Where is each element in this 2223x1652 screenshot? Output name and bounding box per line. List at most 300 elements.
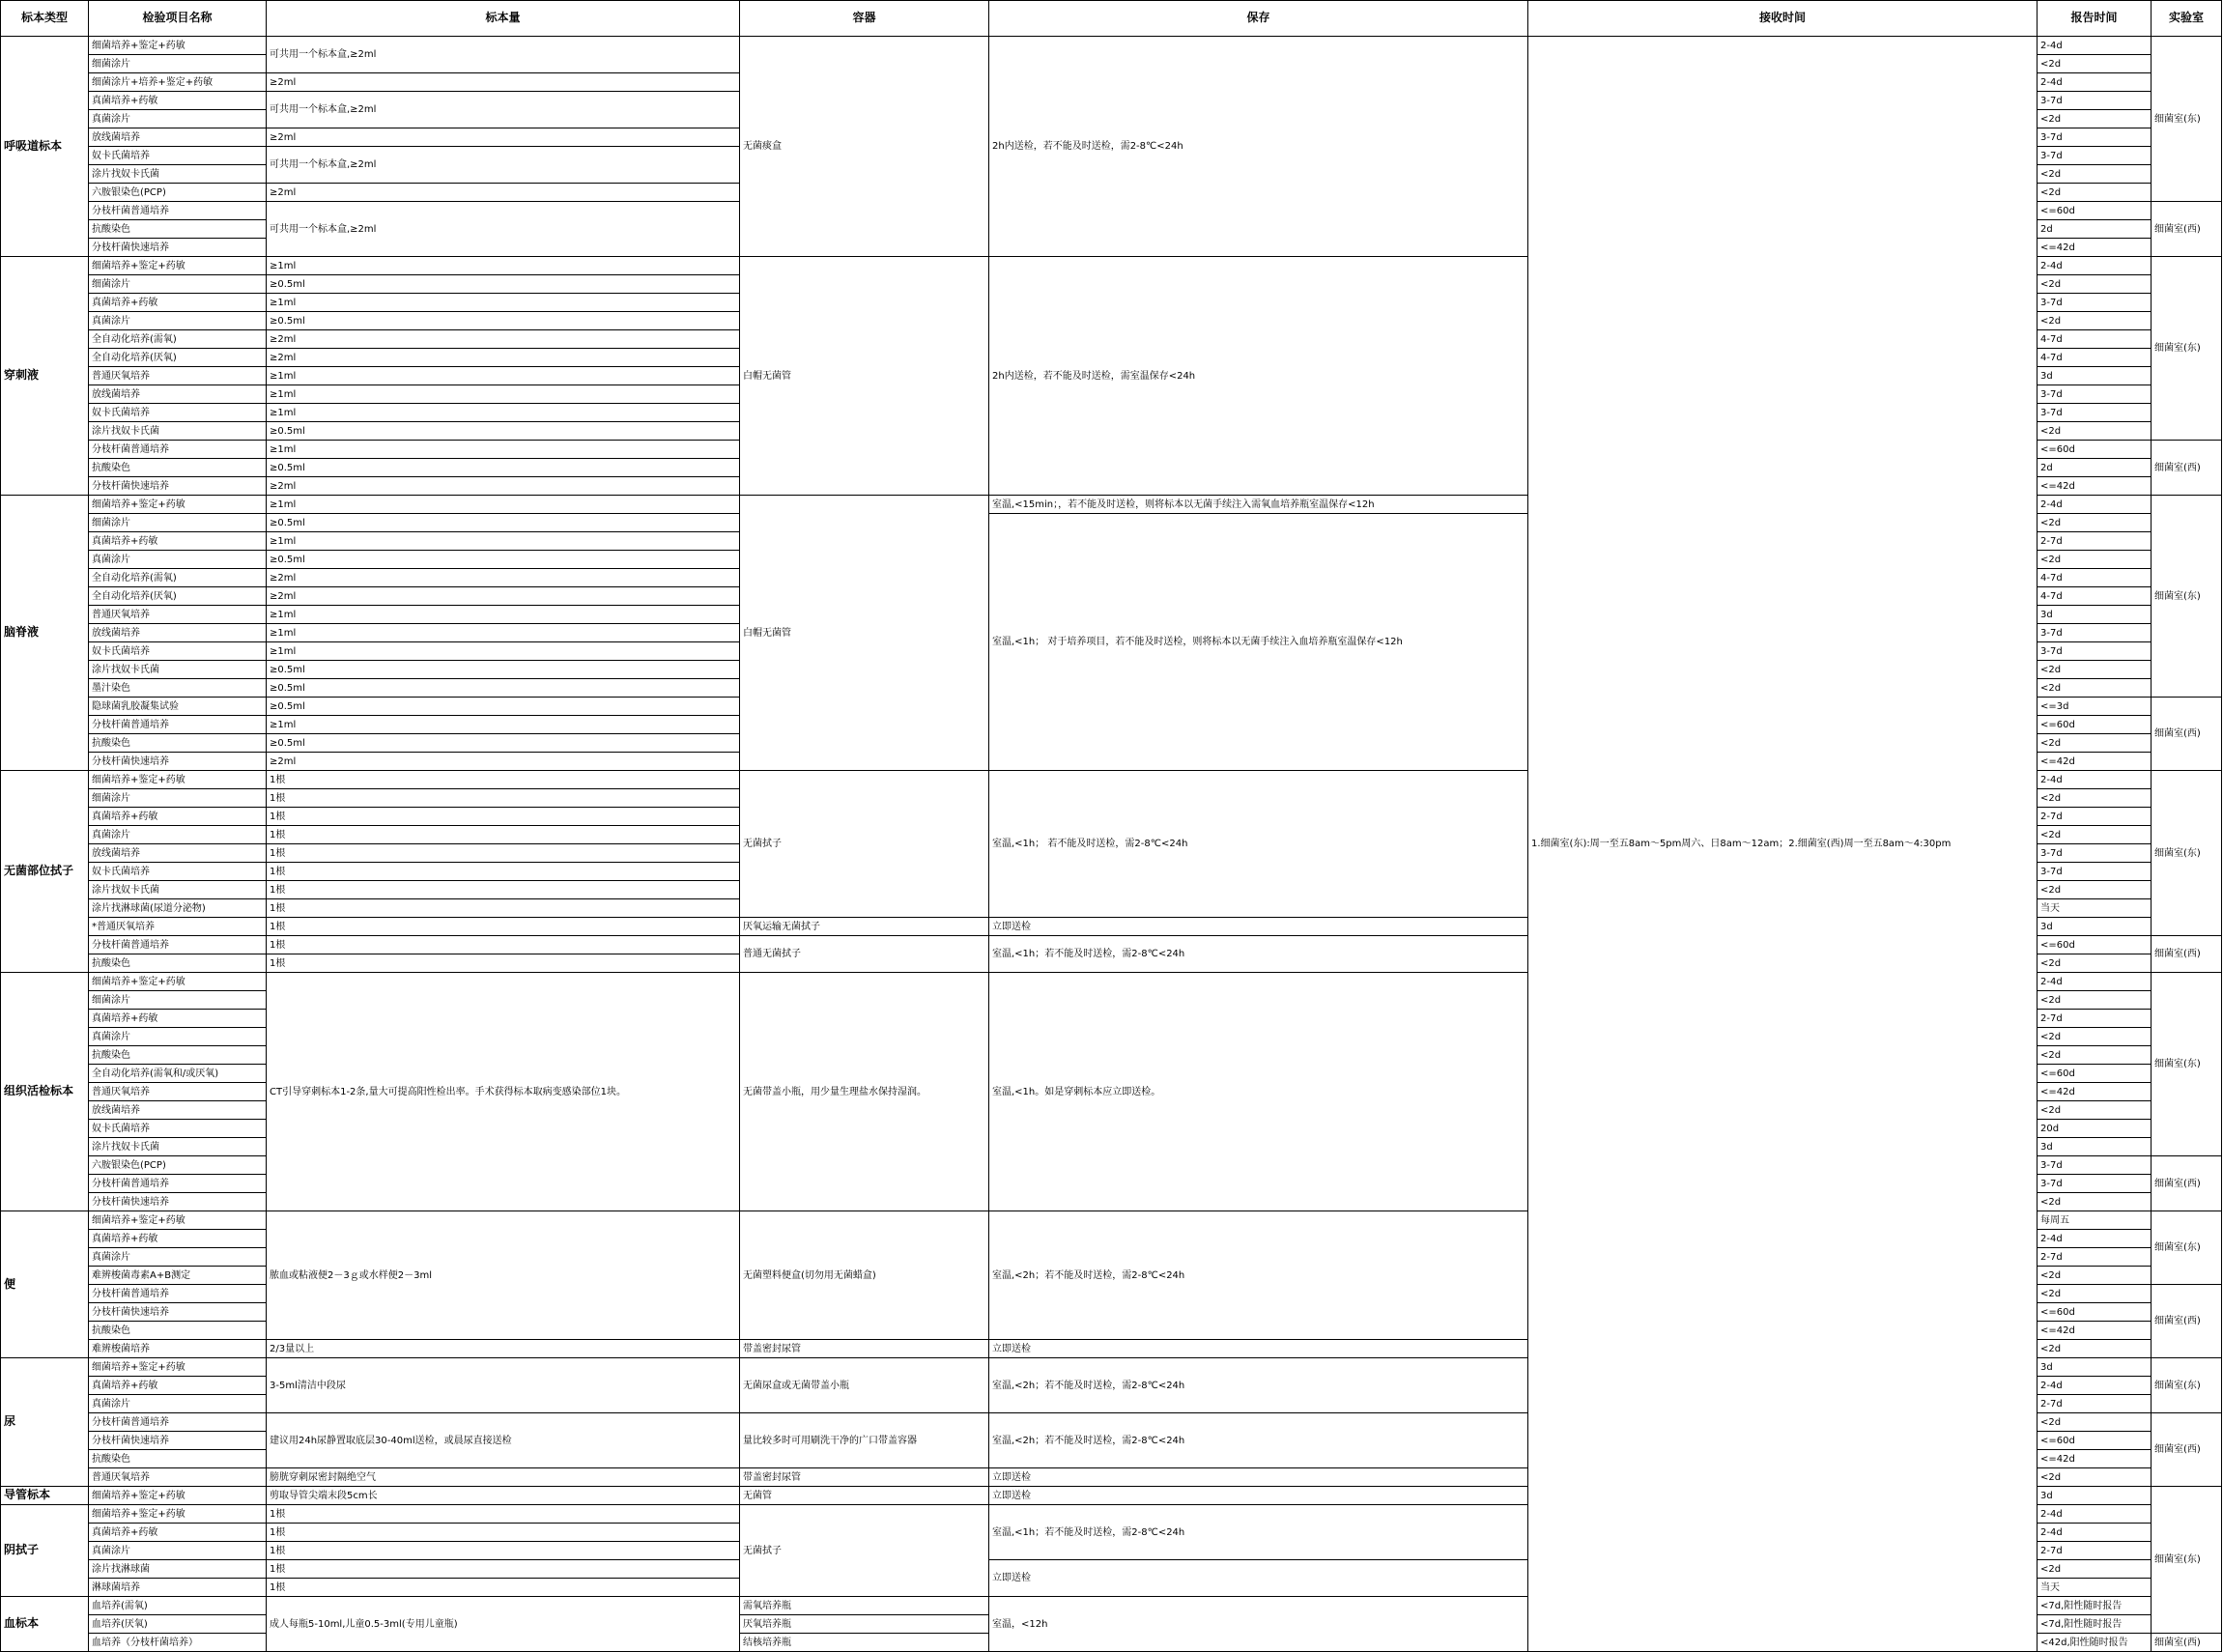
cell-sample-volume: 1根 — [267, 771, 740, 789]
cell-report-time: <2d — [2038, 991, 2152, 1010]
cell-report-time: 2-7d — [2038, 1010, 2152, 1028]
cell-sample-volume: 1根 — [267, 881, 740, 899]
cell-test-name: 淋球菌培养 — [89, 1579, 267, 1597]
cell-sample-volume: ≥2ml — [267, 184, 740, 202]
cell-sample-volume: 1根 — [267, 1542, 740, 1560]
cell-test-name: 六胺银染色(PCP) — [89, 184, 267, 202]
cell-report-time: <2d — [2038, 514, 2152, 532]
header-row — [1, 1, 2222, 37]
cell-sample-volume: 成人每瓶5-10ml,儿童0.5-3ml(专用儿童瓶) — [267, 1597, 740, 1652]
cell-report-time: 3-7d — [2038, 385, 2152, 404]
table-header — [1, 1, 2222, 37]
cell-report-time: 3-7d — [2038, 404, 2152, 422]
cell-storage: 立即送检 — [989, 1487, 1528, 1505]
cell-report-time: <=42d — [2038, 1322, 2152, 1340]
cell-test-name: 难辨梭菌毒素A+B测定 — [89, 1267, 267, 1285]
cell-sample-volume: ≥1ml — [267, 642, 740, 661]
cell-test-name: 涂片找奴卡氏菌 — [89, 165, 267, 184]
cell-test-name: 墨汁染色 — [89, 679, 267, 698]
cell-test-name: 细菌培养+鉴定+药敏 — [89, 973, 267, 991]
cell-report-time: 每周五 — [2038, 1211, 2152, 1230]
cell-test-name: 涂片找奴卡氏菌 — [89, 661, 267, 679]
cell-test-name: 普通厌氧培养 — [89, 1468, 267, 1487]
cell-report-time: 2-4d — [2038, 1524, 2152, 1542]
cell-test-name: 放线菌培养 — [89, 1101, 267, 1120]
cell-container: 无菌管 — [740, 1487, 989, 1505]
cell-sample-volume: ≥2ml — [267, 330, 740, 349]
cell-report-time: 2-4d — [2038, 973, 2152, 991]
cell-report-time: <2d — [2038, 789, 2152, 808]
cell-report-time: 3-7d — [2038, 624, 2152, 642]
cell-report-time: 3-7d — [2038, 844, 2152, 863]
cell-laboratory: 细菌室(西) — [2152, 441, 2222, 496]
cell-sample-volume: CT引导穿刺标本1-2条,量大可提高阳性检出率。手术获得标本取病变感染部位1块。 — [267, 973, 740, 1211]
cell-test-name: 真菌培养+药敏 — [89, 1010, 267, 1028]
cell-report-time: <2d — [2038, 165, 2152, 184]
cell-laboratory: 细菌室(东) — [2152, 496, 2222, 698]
cell-sample-volume: ≥0.5ml — [267, 679, 740, 698]
cell-sample-volume: 1根 — [267, 1560, 740, 1579]
cell-test-name: 抗酸染色 — [89, 734, 267, 753]
cell-sample-volume: ≥0.5ml — [267, 698, 740, 716]
cell-report-time: 3-7d — [2038, 642, 2152, 661]
cell-storage: 室温,<1h。如是穿刺标本应立即送检。 — [989, 973, 1528, 1211]
cell-test-name: 放线菌培养 — [89, 128, 267, 147]
cell-report-time: <2d — [2038, 1046, 2152, 1065]
cell-sample-volume: 可共用一个标本盒,≥2ml — [267, 202, 740, 257]
cell-report-time: <=60d — [2038, 1065, 2152, 1083]
cell-container: 白帽无菌管 — [740, 496, 989, 771]
cell-container: 普通无菌拭子 — [740, 936, 989, 973]
cell-report-time: 3d — [2038, 1358, 2152, 1377]
header-test-name: 检验项目名称 — [89, 1, 267, 37]
cell-report-time: 3-7d — [2038, 128, 2152, 147]
cell-container: 无菌尿盒或无菌带盖小瓶 — [740, 1358, 989, 1413]
cell-test-name: 放线菌培养 — [89, 385, 267, 404]
cell-sample-volume: 可共用一个标本盒,≥2ml — [267, 37, 740, 73]
cell-test-name: 全自动化培养(需氧) — [89, 330, 267, 349]
cell-report-time: 4-7d — [2038, 349, 2152, 367]
cell-storage: 室温,<1h； 对于培养项目，若不能及时送检，则将标本以无菌手续注入血培养瓶室温保存<12h — [989, 514, 1528, 771]
cell-specimen-type: 血标本 — [1, 1597, 89, 1652]
header-container: 容器 — [740, 1, 989, 37]
cell-report-time: 当天 — [2038, 1579, 2152, 1597]
cell-container: 结核培养瓶 — [740, 1634, 989, 1652]
cell-test-name: 真菌培养+药敏 — [89, 92, 267, 110]
cell-sample-volume: 1根 — [267, 808, 740, 826]
cell-sample-volume: ≥1ml — [267, 257, 740, 275]
cell-report-time: 3-7d — [2038, 294, 2152, 312]
cell-test-name: 真菌培养+药敏 — [89, 808, 267, 826]
cell-sample-volume: ≥2ml — [267, 477, 740, 496]
cell-report-time: <2d — [2038, 184, 2152, 202]
cell-sample-volume: ≥0.5ml — [267, 422, 740, 441]
cell-specimen-type: 导管标本 — [1, 1487, 89, 1505]
cell-report-time: <2d — [2038, 881, 2152, 899]
cell-report-time: <=60d — [2038, 1432, 2152, 1450]
cell-test-name: 细菌培养+鉴定+药敏 — [89, 1211, 267, 1230]
cell-sample-volume: ≥0.5ml — [267, 734, 740, 753]
cell-laboratory: 细菌室(西) — [2152, 1413, 2222, 1487]
cell-report-time: <2d — [2038, 55, 2152, 73]
cell-report-time: 3-7d — [2038, 1175, 2152, 1193]
cell-storage: 室温,<2h；若不能及时送检，需2-8℃<24h — [989, 1358, 1528, 1413]
cell-report-time: <2d — [2038, 734, 2152, 753]
cell-container: 无菌拭子 — [740, 1505, 989, 1597]
cell-report-time: <2d — [2038, 954, 2152, 973]
cell-test-name: 细菌培养+鉴定+药敏 — [89, 771, 267, 789]
cell-sample-volume: 1根 — [267, 863, 740, 881]
cell-report-time: <2d — [2038, 312, 2152, 330]
cell-test-name: 真菌涂片 — [89, 1395, 267, 1413]
cell-test-name: 分枝杆菌普通培养 — [89, 716, 267, 734]
cell-container: 无菌拭子 — [740, 771, 989, 918]
cell-sample-volume: 可共用一个标本盒,≥2ml — [267, 147, 740, 184]
cell-sample-volume: 1根 — [267, 918, 740, 936]
cell-sample-volume: ≥0.5ml — [267, 459, 740, 477]
cell-sample-volume: 2/3量以上 — [267, 1340, 740, 1358]
cell-test-name: 细菌培养+鉴定+药敏 — [89, 257, 267, 275]
cell-specimen-type: 阴拭子 — [1, 1505, 89, 1597]
cell-test-name: 分枝杆菌快速培养 — [89, 239, 267, 257]
cell-test-name: 真菌涂片 — [89, 826, 267, 844]
cell-test-name: 分枝杆菌普通培养 — [89, 1175, 267, 1193]
cell-report-time: 3d — [2038, 367, 2152, 385]
cell-test-name: 细菌培养+鉴定+药敏 — [89, 1358, 267, 1377]
cell-sample-volume: ≥0.5ml — [267, 514, 740, 532]
cell-report-time: 2-7d — [2038, 1542, 2152, 1560]
cell-laboratory: 细菌室(东) — [2152, 1211, 2222, 1285]
cell-laboratory: 细菌室(西) — [2152, 936, 2222, 973]
cell-storage: 室温，<12h — [989, 1597, 1528, 1652]
cell-sample-volume: ≥1ml — [267, 496, 740, 514]
cell-container: 白帽无菌管 — [740, 257, 989, 496]
cell-sample-volume: ≥1ml — [267, 716, 740, 734]
cell-report-time: 2-7d — [2038, 532, 2152, 551]
cell-container: 量比较多时可用刷洗干净的广口带盖容器 — [740, 1413, 989, 1468]
cell-report-time: <2d — [2038, 679, 2152, 698]
cell-report-time: 3-7d — [2038, 147, 2152, 165]
cell-report-time: 3-7d — [2038, 863, 2152, 881]
cell-test-name: 抗酸染色 — [89, 459, 267, 477]
cell-sample-volume: ≥1ml — [267, 294, 740, 312]
cell-test-name: 真菌培养+药敏 — [89, 294, 267, 312]
cell-sample-volume: 建议用24h尿静置取底层30-40ml送检，或晨尿直接送检 — [267, 1413, 740, 1468]
cell-report-time: <7d,阳性随时报告 — [2038, 1597, 2152, 1615]
cell-storage: 室温,<2h；若不能及时送检，需2-8℃<24h — [989, 1413, 1528, 1468]
cell-container: 带盖密封尿管 — [740, 1468, 989, 1487]
cell-specimen-type: 穿刺液 — [1, 257, 89, 496]
cell-test-name: 真菌涂片 — [89, 1028, 267, 1046]
cell-report-time: <2d — [2038, 1468, 2152, 1487]
cell-sample-volume: ≥2ml — [267, 587, 740, 606]
cell-sample-volume: ≥1ml — [267, 404, 740, 422]
cell-sample-volume: ≥1ml — [267, 367, 740, 385]
cell-test-name: 真菌培养+药敏 — [89, 1377, 267, 1395]
cell-test-name: 涂片找淋球菌 — [89, 1560, 267, 1579]
cell-test-name: *普通厌氧培养 — [89, 918, 267, 936]
cell-sample-volume: 可共用一个标本盒,≥2ml — [267, 92, 740, 128]
cell-test-name: 奴卡氏菌培养 — [89, 642, 267, 661]
cell-test-name: 放线菌培养 — [89, 624, 267, 642]
cell-report-time: 3-7d — [2038, 1156, 2152, 1175]
cell-report-time: <=60d — [2038, 716, 2152, 734]
cell-sample-volume: 1根 — [267, 1505, 740, 1524]
cell-report-time: <2d — [2038, 1413, 2152, 1432]
cell-test-name: 抗酸染色 — [89, 1450, 267, 1468]
cell-report-time: <2d — [2038, 826, 2152, 844]
cell-report-time: 4-7d — [2038, 587, 2152, 606]
cell-specimen-type: 便 — [1, 1211, 89, 1358]
cell-test-name: 分枝杆菌快速培养 — [89, 477, 267, 496]
cell-storage: 室温,<1h； 若不能及时送检，需2-8℃<24h — [989, 771, 1528, 918]
cell-sample-volume: 3-5ml清洁中段尿 — [267, 1358, 740, 1413]
cell-test-name: 分枝杆菌普通培养 — [89, 441, 267, 459]
cell-test-name: 涂片找淋球菌(尿道分泌物) — [89, 899, 267, 918]
cell-storage: 2h内送检，若不能及时送检，需室温保存<24h — [989, 257, 1528, 496]
cell-test-name: 六胺银染色(PCP) — [89, 1156, 267, 1175]
cell-report-time: 3d — [2038, 1138, 2152, 1156]
cell-test-name: 隐球菌乳胶凝集试验 — [89, 698, 267, 716]
cell-storage: 室温,<15min；，若不能及时送检，则将标本以无菌手续注入需氧血培养瓶室温保存<12h — [989, 496, 1528, 514]
cell-test-name: 奴卡氏菌培养 — [89, 1120, 267, 1138]
cell-report-time: 3d — [2038, 918, 2152, 936]
cell-report-time: <2d — [2038, 1267, 2152, 1285]
cell-report-time: 4-7d — [2038, 330, 2152, 349]
cell-test-name: 细菌培养+鉴定+药敏 — [89, 37, 267, 55]
cell-report-time: 2-4d — [2038, 37, 2152, 55]
cell-test-name: 真菌培养+药敏 — [89, 532, 267, 551]
header-sample-volume: 标本量 — [267, 1, 740, 37]
cell-sample-volume: 1根 — [267, 789, 740, 808]
cell-sample-volume: 1根 — [267, 844, 740, 863]
cell-sample-volume: ≥2ml — [267, 753, 740, 771]
cell-report-time: <=60d — [2038, 1303, 2152, 1322]
cell-container: 需氧培养瓶 — [740, 1597, 989, 1615]
cell-sample-volume: 1根 — [267, 899, 740, 918]
cell-test-name: 全自动化培养(厌氧) — [89, 349, 267, 367]
cell-container: 无菌带盖小瓶，用少量生理盐水保持湿润。 — [740, 973, 989, 1211]
header-storage: 保存 — [989, 1, 1528, 37]
cell-report-time: 2d — [2038, 459, 2152, 477]
cell-test-name: 分枝杆菌快速培养 — [89, 1303, 267, 1322]
cell-report-time: <=42d — [2038, 1450, 2152, 1468]
cell-storage: 2h内送检，若不能及时送检，需2-8℃<24h — [989, 37, 1528, 257]
cell-test-name: 分枝杆菌普通培养 — [89, 1285, 267, 1303]
cell-test-name: 分枝杆菌快速培养 — [89, 1432, 267, 1450]
cell-report-time: <2d — [2038, 661, 2152, 679]
cell-report-time: 2-4d — [2038, 1230, 2152, 1248]
cell-report-time: 2-4d — [2038, 73, 2152, 92]
cell-test-name: 全自动化培养(需氧) — [89, 569, 267, 587]
cell-test-name: 奴卡氏菌培养 — [89, 863, 267, 881]
cell-sample-volume: ≥0.5ml — [267, 551, 740, 569]
cell-report-time: 3d — [2038, 1487, 2152, 1505]
cell-sample-volume: ≥2ml — [267, 128, 740, 147]
cell-report-time: 2-4d — [2038, 257, 2152, 275]
cell-report-time: 2-7d — [2038, 808, 2152, 826]
cell-sample-volume: 脓血或粘液便2－3ｇ或水样便2－3ml — [267, 1211, 740, 1340]
cell-laboratory: 细菌室(西) — [2152, 1634, 2222, 1652]
cell-test-name: 细菌涂片 — [89, 514, 267, 532]
cell-container: 厌氧运输无菌拭子 — [740, 918, 989, 936]
cell-test-name: 普通厌氧培养 — [89, 367, 267, 385]
cell-report-time: <2d — [2038, 1193, 2152, 1211]
cell-test-name: 细菌涂片+培养+鉴定+药敏 — [89, 73, 267, 92]
cell-report-time: <2d — [2038, 275, 2152, 294]
cell-report-time: <=42d — [2038, 753, 2152, 771]
cell-report-time: <=60d — [2038, 441, 2152, 459]
cell-test-name: 分枝杆菌普通培养 — [89, 1413, 267, 1432]
cell-specimen-type: 脑脊液 — [1, 496, 89, 771]
table-row — [1, 37, 2222, 55]
cell-test-name: 细菌培养+鉴定+药敏 — [89, 1487, 267, 1505]
cell-sample-volume: ≥2ml — [267, 73, 740, 92]
cell-report-time: <2d — [2038, 110, 2152, 128]
cell-storage: 立即送检 — [989, 1560, 1528, 1597]
cell-report-time: 当天 — [2038, 899, 2152, 918]
cell-storage: 室温,<2h；若不能及时送检，需2-8℃<24h — [989, 1211, 1528, 1340]
cell-test-name: 细菌涂片 — [89, 991, 267, 1010]
cell-sample-volume: ≥1ml — [267, 624, 740, 642]
cell-report-time: <2d — [2038, 1028, 2152, 1046]
cell-test-name: 抗酸染色 — [89, 954, 267, 973]
cell-report-time: <=42d — [2038, 239, 2152, 257]
cell-test-name: 抗酸染色 — [89, 1046, 267, 1065]
cell-report-time: <=42d — [2038, 477, 2152, 496]
cell-sample-volume: ≥2ml — [267, 349, 740, 367]
header-specimen-type: 标本类型 — [1, 1, 89, 37]
cell-test-name: 抗酸染色 — [89, 220, 267, 239]
cell-test-name: 血培养（分枝杆菌培养） — [89, 1634, 267, 1652]
cell-sample-volume: 剪取导管尖端末段5cm长 — [267, 1487, 740, 1505]
cell-container: 无菌塑料便盒(切勿用无菌蜡盒) — [740, 1211, 989, 1340]
cell-report-time: 20d — [2038, 1120, 2152, 1138]
header-receive-time: 接收时间 — [1528, 1, 2038, 37]
cell-report-time: <7d,阳性随时报告 — [2038, 1615, 2152, 1634]
cell-test-name: 难辨梭菌培养 — [89, 1340, 267, 1358]
cell-test-name: 普通厌氧培养 — [89, 606, 267, 624]
cell-sample-volume: ≥2ml — [267, 569, 740, 587]
cell-test-name: 细菌培养+鉴定+药敏 — [89, 496, 267, 514]
cell-specimen-type: 无菌部位拭子 — [1, 771, 89, 973]
cell-storage: 室温,<1h；若不能及时送检，需2-8℃<24h — [989, 1505, 1528, 1560]
cell-report-time: <2d — [2038, 551, 2152, 569]
cell-storage: 立即送检 — [989, 1340, 1528, 1358]
cell-laboratory: 细菌室(东) — [2152, 973, 2222, 1156]
cell-test-name: 真菌涂片 — [89, 110, 267, 128]
cell-test-name: 涂片找奴卡氏菌 — [89, 422, 267, 441]
cell-report-time: <2d — [2038, 1560, 2152, 1579]
cell-test-name: 分枝杆菌快速培养 — [89, 753, 267, 771]
cell-test-name: 全自动化培养(需氧和/或厌氧) — [89, 1065, 267, 1083]
cell-test-name: 抗酸染色 — [89, 1322, 267, 1340]
cell-sample-volume: ≥1ml — [267, 385, 740, 404]
cell-report-time: <2d — [2038, 1340, 2152, 1358]
cell-test-name: 分枝杆菌普通培养 — [89, 202, 267, 220]
cell-sample-volume: ≥0.5ml — [267, 312, 740, 330]
cell-specimen-type: 呼吸道标本 — [1, 37, 89, 257]
cell-report-time: 2d — [2038, 220, 2152, 239]
cell-storage: 室温,<1h；若不能及时送检，需2-8℃<24h — [989, 936, 1528, 973]
cell-test-name: 涂片找奴卡氏菌 — [89, 881, 267, 899]
cell-report-time: 3-7d — [2038, 92, 2152, 110]
cell-report-time: 4-7d — [2038, 569, 2152, 587]
cell-test-name: 真菌培养+药敏 — [89, 1230, 267, 1248]
cell-test-name: 分枝杆菌快速培养 — [89, 1193, 267, 1211]
cell-test-name: 细菌涂片 — [89, 275, 267, 294]
cell-test-name: 细菌涂片 — [89, 789, 267, 808]
cell-laboratory: 细菌室(西) — [2152, 1285, 2222, 1358]
cell-test-name: 普通厌氧培养 — [89, 1083, 267, 1101]
cell-test-name: 细菌涂片 — [89, 55, 267, 73]
cell-container: 带盖密封尿管 — [740, 1340, 989, 1358]
cell-container: 厌氧培养瓶 — [740, 1615, 989, 1634]
cell-test-name: 血培养(厌氧) — [89, 1615, 267, 1634]
cell-report-time: <2d — [2038, 422, 2152, 441]
cell-report-time: <2d — [2038, 1285, 2152, 1303]
cell-test-name: 全自动化培养(厌氧) — [89, 587, 267, 606]
cell-container: 无菌痰盒 — [740, 37, 989, 257]
cell-storage: 立即送检 — [989, 1468, 1528, 1487]
cell-sample-volume: 1根 — [267, 826, 740, 844]
cell-test-name: 真菌涂片 — [89, 551, 267, 569]
cell-test-name: 奴卡氏菌培养 — [89, 147, 267, 165]
cell-sample-volume: ≥1ml — [267, 532, 740, 551]
cell-report-time: 2-4d — [2038, 1377, 2152, 1395]
cell-test-name: 真菌涂片 — [89, 1542, 267, 1560]
cell-report-time: <=42d — [2038, 1083, 2152, 1101]
cell-laboratory: 细菌室(东) — [2152, 37, 2222, 202]
cell-report-time: 3d — [2038, 606, 2152, 624]
cell-sample-volume: ≥0.5ml — [267, 661, 740, 679]
cell-test-name: 分枝杆菌普通培养 — [89, 936, 267, 954]
cell-laboratory: 细菌室(西) — [2152, 1156, 2222, 1211]
cell-sample-volume: 膀胱穿刺尿密封隔绝空气 — [267, 1468, 740, 1487]
cell-report-time: 2-4d — [2038, 496, 2152, 514]
cell-report-time: <=60d — [2038, 936, 2152, 954]
cell-test-name: 放线菌培养 — [89, 844, 267, 863]
cell-storage: 立即送检 — [989, 918, 1528, 936]
cell-laboratory: 细菌室(西) — [2152, 698, 2222, 771]
cell-receive-time: 1.细菌室(东):周一至五8am～5pm周六、日8am～12am；2.细菌室(西)周一至五8am～4:30pm — [1528, 37, 2038, 1652]
cell-sample-volume: 1根 — [267, 936, 740, 954]
table-body — [1, 37, 2222, 1652]
cell-test-name: 真菌涂片 — [89, 1248, 267, 1267]
cell-report-time: 2-7d — [2038, 1248, 2152, 1267]
cell-sample-volume: 1根 — [267, 1524, 740, 1542]
cell-report-time: <=60d — [2038, 202, 2152, 220]
cell-report-time: <=3d — [2038, 698, 2152, 716]
cell-report-time: 2-7d — [2038, 1395, 2152, 1413]
cell-laboratory: 细菌室(东) — [2152, 257, 2222, 441]
cell-sample-volume: 1根 — [267, 1579, 740, 1597]
cell-report-time: <42d,阳性随时报告 — [2038, 1634, 2152, 1652]
cell-sample-volume: ≥1ml — [267, 441, 740, 459]
cell-specimen-type: 尿 — [1, 1358, 89, 1487]
cell-test-name: 真菌培养+药敏 — [89, 1524, 267, 1542]
header-report-time: 报告时间 — [2038, 1, 2152, 37]
cell-laboratory: 细菌室(东) — [2152, 1358, 2222, 1413]
cell-laboratory: 细菌室(西) — [2152, 202, 2222, 257]
cell-report-time: <2d — [2038, 1101, 2152, 1120]
cell-laboratory: 细菌室(东) — [2152, 1487, 2222, 1634]
cell-sample-volume: 1根 — [267, 954, 740, 973]
cell-test-name: 血培养(需氧) — [89, 1597, 267, 1615]
cell-report-time: 2-4d — [2038, 771, 2152, 789]
cell-report-time: 2-4d — [2038, 1505, 2152, 1524]
cell-sample-volume: ≥1ml — [267, 606, 740, 624]
